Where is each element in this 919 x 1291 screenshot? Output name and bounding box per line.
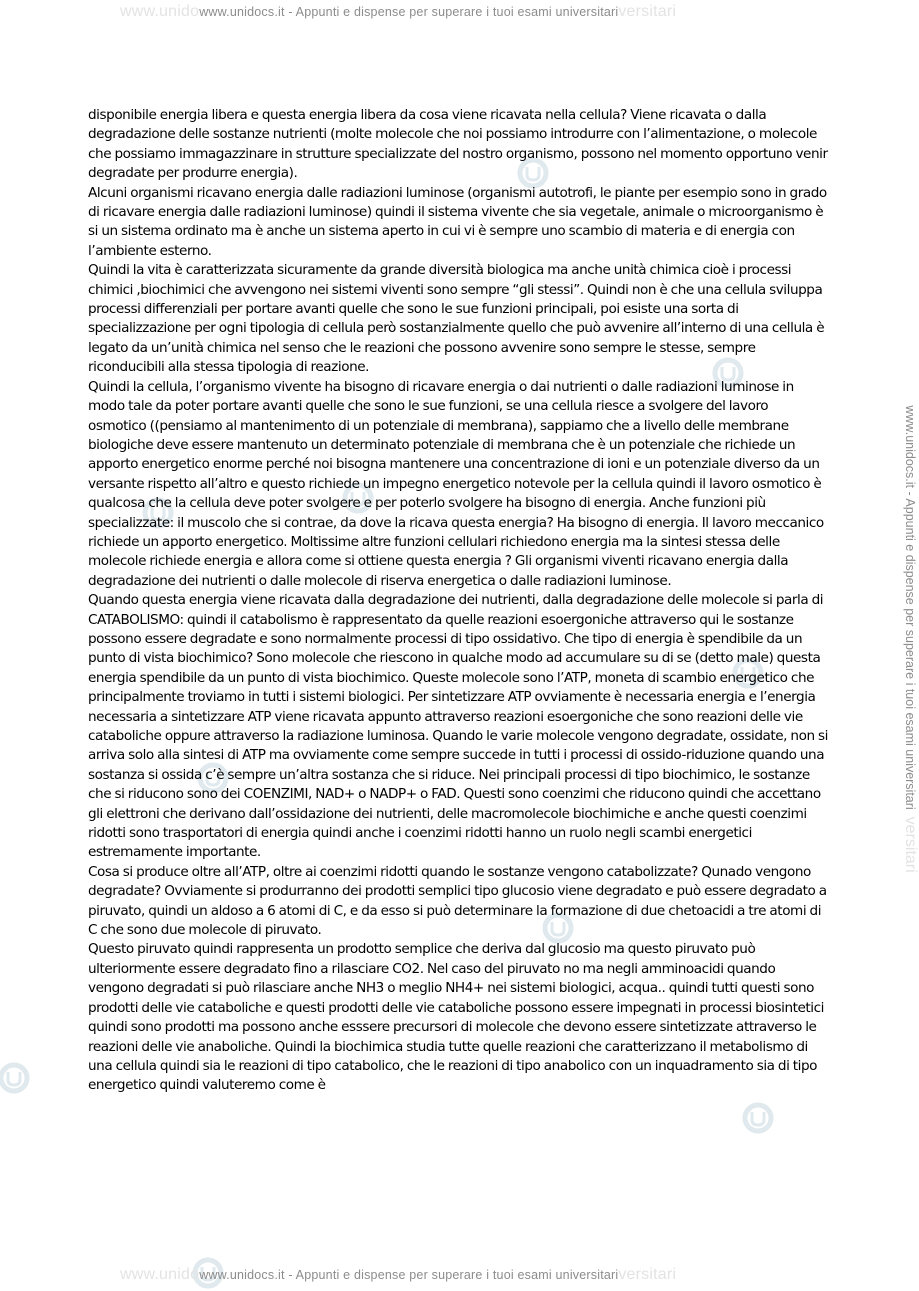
document-body	[88, 106, 828, 1096]
watermark-text: www.unidocs.it - Appunti e dispense per superare i tuoi esami universitari	[199, 1268, 619, 1282]
paragraph: Quando questa energia viene ricavata dalla degradazione dei nutrienti, dalla degradazione delle molecole si parla di CATABOLISMO: quindi il catabolismo è rappresentato da quelle reazioni esoergoniche attraverso qui le sostanze possono essere degradate e sono normalmente processi di tipo ossidativo. Che tipo di energia è spendibile da un punto di vista biochimico? Sono molecole che riescono in qualche modo ad accumulare su di se (detto male) questa energia spendibile da un punto di vista biochimico. Queste molecole sono l’ATP, moneta di scambio energetico che principalmente troviamo in tutti i sistemi biologici. Per sintetizzare ATP ovviamente è necessaria energia e l’energia necessaria a sintetizzare ATP viene ricavata appunto attraverso reazioni esoergoniche che sono reazioni delle vie cataboliche oppure attraverso la radiazione luminosa. Quando le varie molecole vengono degradate, ossidate, non si arriva solo alla sintesi di ATP ma ovviamente come sempre succede in tutti i processi di ossido-riduzione quando una sostanza si ossida c’è sempre un’altra sostanza che si riduce. Nei principali processi di tipo biochimico, le sostanze che si riducono sono dei COENZIMI, NAD+ o NADP+ o FAD. Questi sono coenzimi che riducono quindi che accettano gli elettroni che derivano dall’ossidazione dei nutrienti, delle macromolecole biochimiche e anche questi coenzimi ridotti sono trasportatori di energia quindi anche i coenzimi ridotti hanno un ruolo negli scambi energetici estremamente importante.	[88, 592, 828, 861]
unidocs-logo-icon	[740, 1100, 776, 1136]
watermark-faint-tail: versitari	[618, 1266, 677, 1283]
paragraph: Alcuni organismi ricavano energia dalle radiazioni luminose (organismi autotrofi, le piante per esempio sono in grado di ricavare energia dalle radiazioni luminose) quindi il sistema vivente che sia vegetale, animale o microorganismo è si un sistema ordinato ma è anche un sistema aperto in cui vi è sempre uno scambio di materia e di energia con l’ambiente esterno.	[88, 184, 827, 259]
paragraph: Quindi la vita è caratterizzata sicuramente da grande diversità biologica ma anche unità chimica cioè i processi chimici ,biochimici che avvengono nei sistemi viventi sono sempre “gli stessi”. Quindi non è che una cellula sviluppa processi differenziali per portare avanti quelle che sono le sue funzioni principali, poi esiste una sorta di specializzazione per ogni tipologia di cellula però sostanzialmente quello che può avvenire all’interno di una cellula è legato da un’unità chimica nel senso che le reazioni che possono avvenire sono sempre le stesse, sempre riconducibili alla stessa tipologia di reazione.	[88, 262, 825, 376]
paragraph: Questo piruvato quindi rappresenta un prodotto semplice che deriva dal glucosio ma questo piruvato può ulteriormente essere degradato fino a rilasciare CO2. Nel caso del piruvato no ma negli amminoacidi quando vengono degradati si può rilasciare anche NH3 o meglio NH4+ nei sistemi biologici, acqua.. quindi tutti questi sono prodotti delle vie cataboliche e questi prodotti delle vie cataboliche possono essere impegnati in processi biosintetici quindi sono prodotti ma possono anche esssere precursori di molecole che devono essere sintetizzate attraverso le reazioni delle vie anaboliche. Quindi la biochimica studia tutte quelle reazioni che caratterizzano il metabolismo di una cellula quindi sia le reazioni di tipo catabolico, che le reazioni di tipo anabolico con un inquadramento sia di tipo energetico quindi valuteremo come è	[88, 941, 824, 1094]
watermark-faint-tail: versitari	[902, 816, 919, 873]
bottom-watermark	[120, 1266, 676, 1284]
watermark-faint-tail: versitari	[618, 3, 677, 20]
top-watermark	[120, 3, 676, 21]
watermark-text: www.unidocs.it - Appunti e dispense per superare i tuoi esami universitari	[199, 5, 619, 19]
paragraph: Quindi la cellula, l’organismo vivente ha bisogno di ricavare energia o dai nutrienti o dalle radiazioni luminose in modo tale da poter portare avanti quelle che sono le sue funzioni, se una cellula riesce a svolgere del lavoro osmotico ((pensiamo al mantenimento di un potenziale di membrana), sappiamo che a livello delle membrane biologiche deve essere mantenuto un determinato potenziale di membrana che è un potenziale che richiede un apporto energetico enorme perché noi bisogna mantenere una concentrazione di ioni e un potenziale diverso da un versante rispetto all’altro e questo richiede un impegno energetico notevole per la cellula quindi il lavoro osmotico è qualcosa che la cellula deve poter svolgere e per poterlo svolgere ha bisogno di energia. Anche funzioni più specializzate: il muscolo che si contrae, da dove la ricava questa energia? Ha bisogno di energia. Il lavoro meccanico richiede un apporto energetico. Moltissime altre funzioni cellulari richiedono energia ma la sintesi stessa delle molecole richiede energia e allora come si ottiene questa energia ? Gli organismi viventi ricavano energia dalla degradazione dei nutrienti o dalle molecole di riserva energetica o dalle radiazioni luminose.	[88, 378, 824, 589]
paragraph: disponibile energia libera e questa energia libera da cosa viene ricavata nella cellula? Viene ricavata o dalla degradazione delle sostanze nutrienti (molte molecole che noi possiamo introdurre con l’alimentazione, o molecole che possiamo immagazzinare in strutture specializzate del nostro organismo, possono nel momento opportuno venir degradate per produrre energia).	[88, 107, 828, 182]
unidocs-logo-icon	[0, 1060, 32, 1096]
watermark-faint-head: www.unido	[120, 1266, 200, 1283]
watermark-faint-head: www.unido	[120, 3, 200, 20]
right-watermark	[901, 149, 919, 1129]
paragraph: Cosa si produce oltre all’ATP, oltre ai coenzimi ridotti quando le sostanze vengono catabolizzate? Qunado vengono degradate? Ovviamente si produrranno dei prodotti semplici tipo glucosio viene degradato e può essere degradato a piruvato, quindi un aldoso a 6 atomi di C, e da esso si può determinare la formazione di due chetoacidi a tre atomi di C che sono due molecole di piruvato.	[88, 863, 827, 939]
watermark-text: www.unidocs.it - Appunti e dispense per superare i tuoi esami universitari	[903, 405, 917, 810]
